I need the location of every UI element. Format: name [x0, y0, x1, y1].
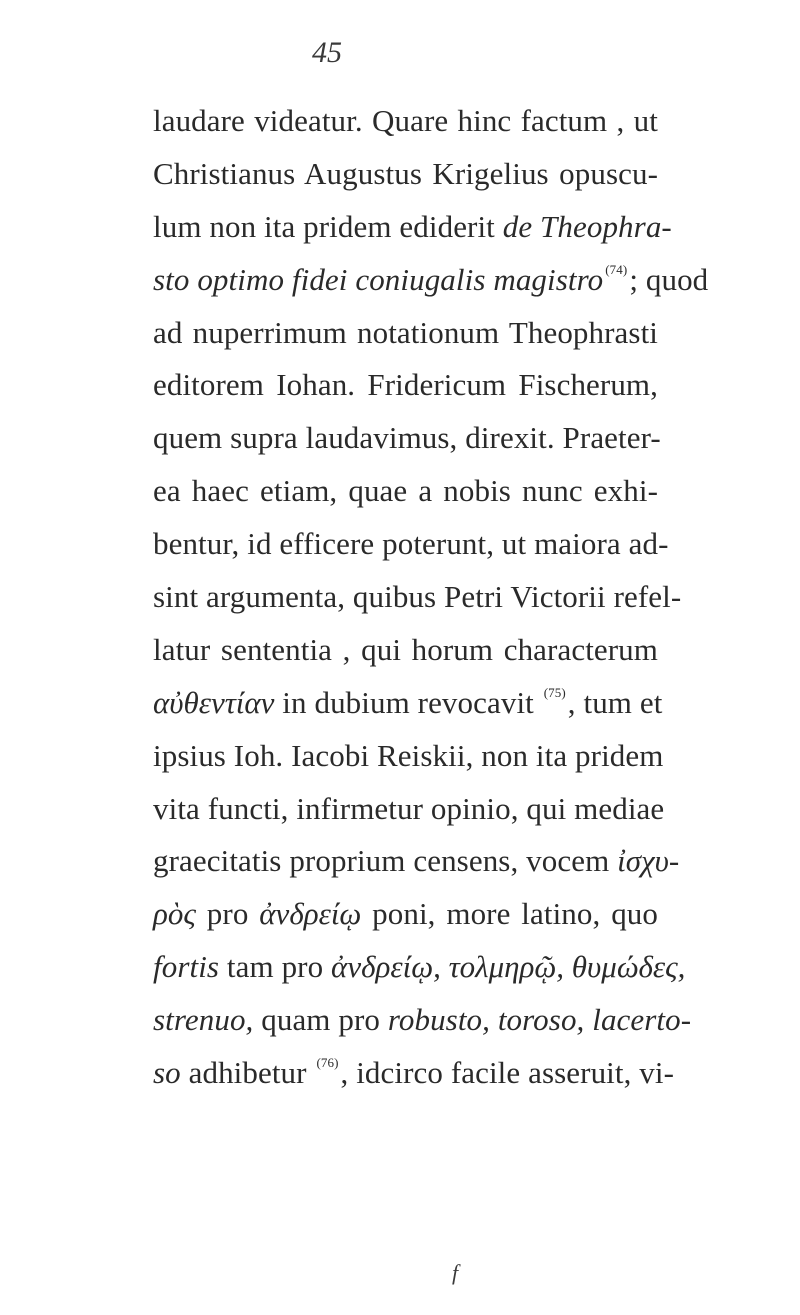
text-line: Christianus Augustus Krigelius opuscu-	[153, 155, 658, 191]
text-line: bentur, id efficere poterunt, ut maiora ad-	[153, 526, 669, 562]
text-line: sto optimo fidei coniugalis magistro $^{(74)}$; quod	[153, 261, 709, 297]
text-line: so adhibetur $^{(76)}$, idcirco facile asseruit, vi-	[153, 1055, 675, 1091]
italic-title: sto optimo fidei coniugalis magistro	[153, 261, 604, 297]
italic-word: so	[153, 1055, 181, 1091]
page-number: 45	[312, 36, 342, 69]
footnote-ref: (75)	[543, 684, 566, 700]
text-line: graecitatis proprium censens, vocem ἰσχυ-	[153, 843, 680, 879]
text-line: sint argumenta, quibus Petri Victorii refel-	[153, 579, 682, 615]
greek-word: αὐθεντίαν	[153, 684, 275, 720]
greek-word: ἀνδρείῳ, τολμηρῷ, θυμώδες,	[331, 949, 686, 985]
text-line: ipsius Ioh. Iacobi Reiskii, non ita pridem	[153, 737, 664, 773]
text-line: latur sententia , qui horum characterum	[153, 631, 658, 667]
footnote-ref: (74)	[605, 261, 628, 277]
italic-word: robusto, toroso, lacerto-	[387, 1002, 692, 1038]
text-line: lum non ita pridem ediderit de Theophra-	[153, 208, 672, 244]
signature-mark: f	[452, 1260, 459, 1285]
italic-title: de Theophra-	[502, 208, 672, 244]
italic-word: fortis	[153, 949, 220, 985]
text-line: editorem Iohan. Fridericum Fischerum,	[153, 367, 658, 403]
greek-word: ἀνδρείῳ	[259, 896, 362, 932]
body-text	[153, 95, 709, 1100]
text-line: fortis tam pro ἀνδρείῳ, τολμηρῷ, θυμώδες,	[153, 949, 686, 985]
text-line: αὐθεντίαν in dubium revocavit $^{(75)}$, tum et	[153, 684, 663, 720]
text-line: ad nuperrimum notationum Theophrasti	[153, 314, 658, 350]
text-line: quem supra laudavimus, direxit. Praeter-	[153, 420, 661, 456]
greek-word: ἰσχυ-	[617, 843, 680, 879]
text-line: vita functi, infirmetur opinio, qui mediae	[153, 790, 665, 826]
greek-word: ρὸς	[153, 896, 196, 932]
text-line: laudare videatur. Quare hinc factum , ut	[153, 103, 658, 138]
italic-word: strenuo,	[153, 1002, 262, 1038]
text-line: ρὸς pro ἀνδρείῳ poni, more latino, quo	[153, 896, 658, 932]
footnote-ref: (76)	[316, 1055, 339, 1071]
text-line: strenuo, quam pro robusto, toroso, lacerto-	[153, 1002, 692, 1038]
text-line: ea haec etiam, quae a nobis nunc exhi-	[153, 473, 658, 509]
